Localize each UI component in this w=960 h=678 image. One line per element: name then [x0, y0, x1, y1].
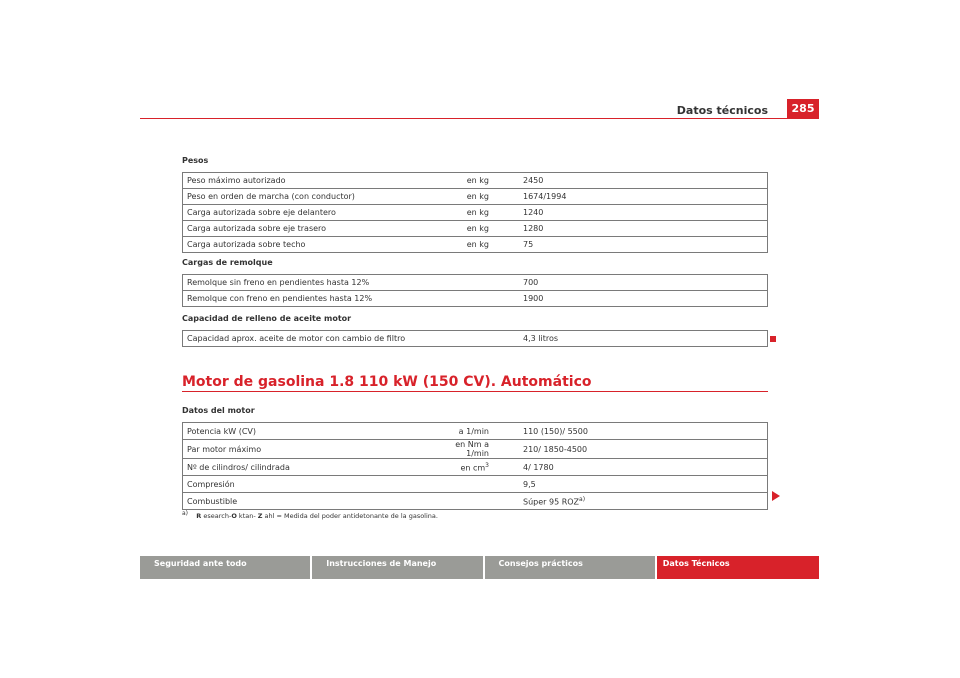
row-label: Peso máximo autorizado [183, 173, 436, 189]
row-label: Remolque sin freno en pendientes hasta 12% [183, 275, 436, 291]
row-value-text: 75 [523, 240, 534, 249]
nav-tab-instrucciones[interactable] [312, 556, 482, 579]
row-value-sup: a) [579, 495, 586, 503]
row-unit-sup: 3 [485, 461, 489, 469]
row-unit [435, 173, 493, 189]
nav-tab-label: Seguridad ante todo [154, 559, 247, 568]
page-header-title: Datos técnicos [676, 104, 768, 117]
table-row [183, 173, 768, 189]
row-unit [435, 189, 493, 205]
row-value [493, 173, 768, 189]
row-unit [435, 476, 493, 493]
section-title-cargas: Cargas de remolque [182, 258, 273, 267]
row-value [493, 205, 768, 221]
footnote [182, 510, 438, 520]
row-value [493, 275, 768, 291]
footnote-r: R [196, 512, 202, 521]
section-end-marker [770, 336, 776, 342]
footnote-marker: a) [182, 510, 189, 517]
row-unit [435, 275, 493, 291]
row-value [493, 459, 768, 476]
row-label: Compresión [183, 476, 436, 493]
row-unit [435, 459, 493, 476]
row-unit-text: en kg [466, 208, 489, 217]
pesos-table [182, 172, 768, 253]
table-row [183, 331, 768, 347]
header-divider [140, 118, 819, 119]
row-unit-text: en kg [466, 176, 489, 185]
table-row [183, 476, 768, 493]
row-value-text: 1900 [523, 294, 544, 303]
engine-heading-divider [182, 391, 768, 392]
row-label: Combustible [183, 493, 436, 510]
table-row [183, 205, 768, 221]
row-unit-text: en kg [466, 224, 489, 233]
table-row [183, 440, 768, 459]
row-value-text: 2450 [523, 176, 544, 185]
row-label: Carga autorizada sobre techo [183, 237, 436, 253]
continue-arrow-icon [772, 491, 780, 501]
nav-tab-label: Instrucciones de Manejo [326, 559, 437, 568]
row-value-text: 110 (150)/ 5500 [523, 426, 588, 436]
row-unit [435, 423, 493, 440]
footnote-z-rest: ahl = Medida del poder antidetonante de la gasolina. [262, 512, 438, 521]
footnote-o: O [231, 512, 237, 521]
row-unit [435, 440, 493, 459]
row-unit [435, 205, 493, 221]
nav-tab-datos-tecnicos[interactable] [657, 556, 819, 579]
row-label: Peso en orden de marcha (con conductor) [183, 189, 436, 205]
row-value-text: 1240 [523, 208, 544, 217]
row-label: Carga autorizada sobre eje delantero [183, 205, 436, 221]
chapter-nav [140, 556, 819, 579]
row-unit-text: en Nm a 1/min [455, 440, 489, 458]
row-value [493, 423, 768, 440]
section-title-motor: Datos del motor [182, 406, 255, 415]
footnote-z: Z [257, 512, 263, 521]
row-value [493, 189, 768, 205]
row-label: Capacidad aprox. aceite de motor con cambio de filtro [183, 331, 436, 347]
section-title-aceite: Capacidad de relleno de aceite motor [182, 314, 352, 323]
table-row [183, 221, 768, 237]
nav-tab-seguridad[interactable] [140, 556, 310, 579]
row-unit [435, 221, 493, 237]
row-value-text: 210/ 1850-4500 [523, 444, 588, 454]
table-row [183, 423, 768, 440]
row-value [493, 221, 768, 237]
aceite-table [182, 330, 768, 347]
row-value-text: 700 [523, 278, 539, 287]
row-unit [435, 331, 493, 347]
row-unit-text: en cm [460, 463, 486, 473]
table-row [183, 189, 768, 205]
row-value [493, 237, 768, 253]
row-label: Carga autorizada sobre eje trasero [183, 221, 436, 237]
row-label: Par motor máximo [183, 440, 436, 459]
row-value-text: 4,3 litros [523, 334, 559, 343]
row-unit-text: a 1/min [458, 426, 489, 436]
table-row [183, 459, 768, 476]
row-unit-text: en kg [466, 192, 489, 201]
row-value [493, 476, 768, 493]
row-value-text: 1280 [523, 224, 544, 233]
row-value-text: 9,5 [523, 479, 536, 489]
footnote-o-rest: ktan- [236, 512, 258, 521]
row-value [493, 493, 768, 510]
row-value [493, 291, 768, 307]
table-row [183, 275, 768, 291]
row-label: Remolque con freno en pendientes hasta 12% [183, 291, 436, 307]
row-value [493, 331, 768, 347]
row-label: Nº de cilindros/ cilindrada [183, 459, 436, 476]
cargas-table [182, 274, 768, 307]
page-number: 285 [787, 99, 819, 119]
row-value [493, 440, 768, 459]
footnote-r-rest: esearch- [201, 512, 232, 521]
table-row [183, 291, 768, 307]
row-unit [435, 237, 493, 253]
engine-heading: Motor de gasolina 1.8 110 kW (150 CV). Automático [182, 374, 592, 390]
row-value-text: 4/ 1780 [523, 462, 554, 472]
table-row [183, 237, 768, 253]
row-label: Potencia kW (CV) [183, 423, 436, 440]
section-title-pesos: Pesos [182, 156, 209, 165]
nav-tab-consejos[interactable] [485, 556, 655, 579]
table-row [183, 493, 768, 510]
row-unit [435, 291, 493, 307]
nav-tab-label: Consejos prácticos [498, 559, 583, 568]
row-unit [435, 493, 493, 510]
row-unit-text: en kg [466, 240, 489, 249]
nav-tab-label: Datos Técnicos [662, 559, 730, 568]
row-value-text: Súper 95 ROZ [523, 497, 580, 507]
row-value-text: 1674/1994 [523, 192, 567, 201]
motor-table [182, 422, 768, 510]
